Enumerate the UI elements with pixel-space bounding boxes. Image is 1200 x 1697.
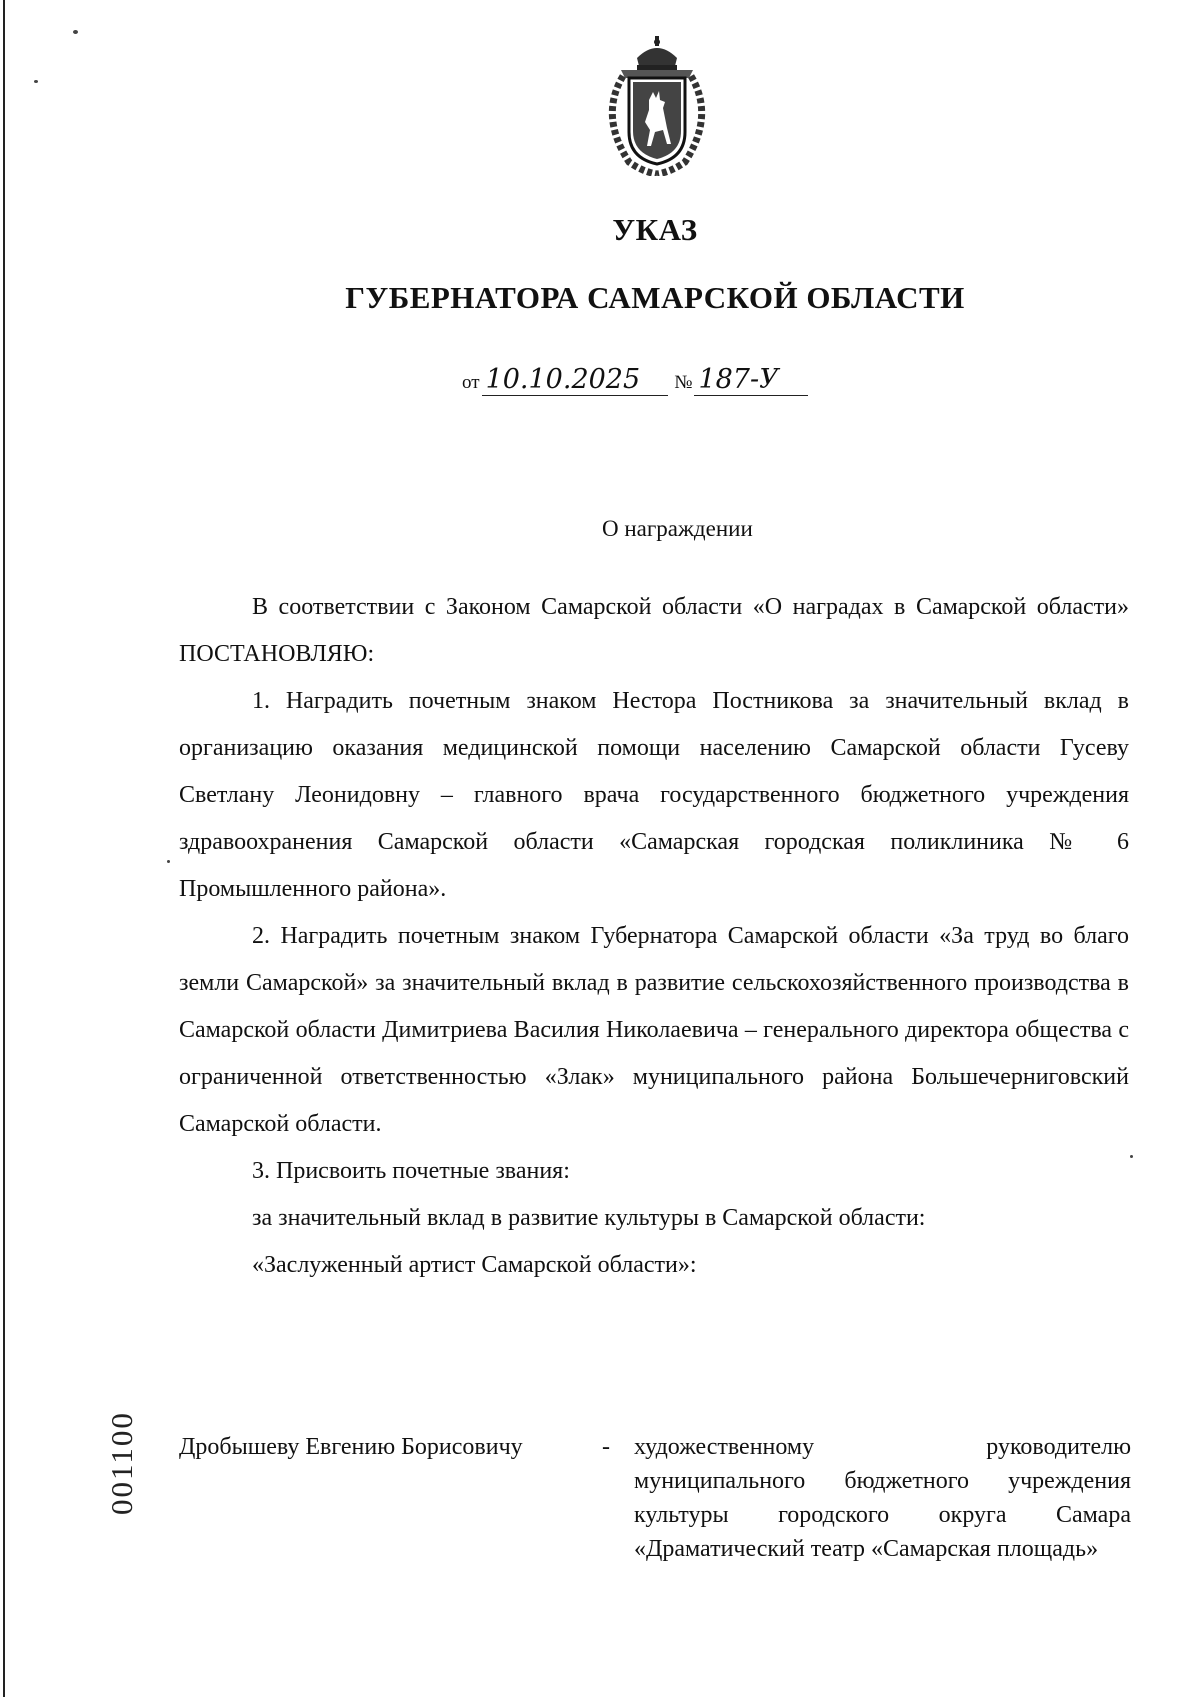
item-3-paragraph: 3. Присвоить почетные звания: [252,1158,570,1184]
issuer-title: ГУБЕРНАТОРА САМАРСКОЙ ОБЛАСТИ [345,280,965,315]
scan-speck [1130,1155,1133,1158]
handwritten-number: 187-У [694,365,808,396]
document-subject: О награждении [602,516,753,541]
awardee-dash: - [602,1434,610,1460]
date-prefix: от [462,372,480,393]
honorary-title-heading: «Заслуженный артист Самарской области»: [252,1252,697,1278]
scan-edge [3,0,5,1697]
margin-serial-number: 001100 [104,1411,139,1515]
date-number-line [460,365,808,396]
document-type-title: УКАЗ [612,212,698,247]
coat-of-arms-emblem [593,36,721,176]
document-body [179,584,1129,1289]
item-3-subheading: за значительный вклад в развитие культуры в Самарской области: [252,1205,926,1231]
preamble-paragraph: В соответствии с Законом Самарской области «О наградах в Самарской области» ПОСТАНОВЛЯЮ: [179,594,1129,667]
awardee-name: Дробышеву Евгению Борисовичу [179,1434,523,1460]
item-2-paragraph: 2. Наградить почетным знаком Губернатора Самарской области «За труд во благо земли Самарской» за значительный вклад в развитие сельскохозяйственного производства в Самарской области Димитриева Василия Николаевича – генерального директора общества с ограниченной ответственностью «Злак» муниципального района Большечерниговский Самарской области. [179,923,1129,1137]
scan-speck [73,30,78,34]
item-1-paragraph: 1. Наградить почетным знаком Нестора Постникова за значительный вклад в организацию оказания медицинской помощи населению Самарской области Гусеву Светлану Леонидовну – главного врача государственного бюджетного учреждения здравоохранения Самарской области «Самарская городская поликлиника № 6 Промышленного района». [179,688,1129,902]
awardee-description: художественному руководителю муниципального бюджетного учреждения культуры городского округа Самара «Драматический театр «Самарская площадь» [634,1434,1131,1562]
number-prefix: № [674,372,693,393]
scan-speck [167,860,170,863]
scan-speck [34,80,38,83]
coat-of-arms-icon [593,36,721,176]
handwritten-date: 10.10.2025 [482,365,668,396]
